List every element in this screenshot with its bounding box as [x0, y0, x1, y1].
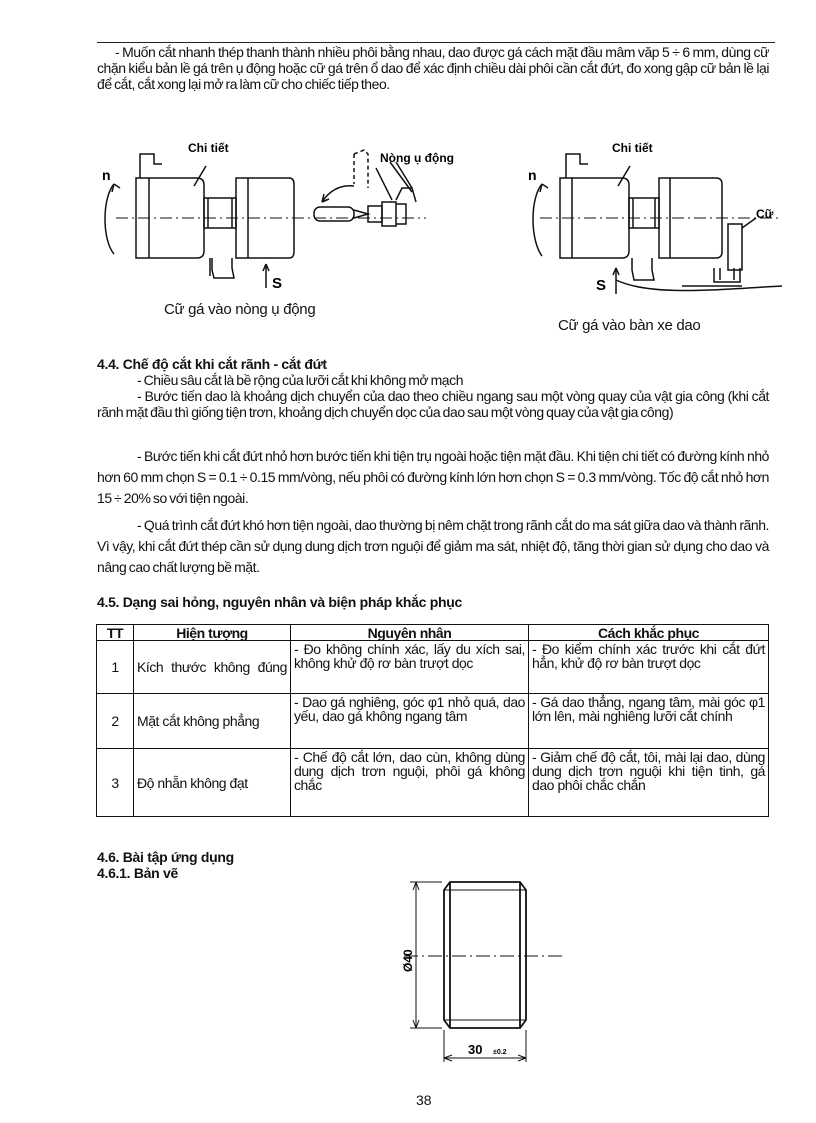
row-number: 1: [97, 641, 134, 694]
row-cause: - Chế độ cắt lớn, dao cùn, không dùng dung dịch trơn nguội, phôi gá không chắc: [291, 749, 529, 817]
paragraph-4-4-a: - Chiều sâu cắt là bề rộng của lưỡi cắt khi không mở mạch: [137, 372, 464, 388]
table-header-row: [97, 625, 769, 641]
paragraph-intro: - Muốn cắt nhanh thép thanh thành nhiều phôi bằng nhau, dao được gá cách mặt đầu mâm văp 5 ÷ 6 mm, dùng cữ chặn kiểu bản lề gá trên ụ động hoặc cữ gá trên ổ dao để xác định chiều dài phôi cần cắt đứt, đo xong gập cữ bản lề lại để cắt, cắt xong lại mở ra làm cữ cho chiếc tiếp theo.: [97, 44, 769, 92]
label-n-left: n: [102, 167, 111, 183]
paragraph-4-4-d: - Quá trình cắt đứt khó hơn tiện ngoài, dao thường bị nêm chặt trong rãnh cắt do ma sát giữa dao và thành rãnh. Vì vậy, khi cắt đứt thép cần sử dụng dung dịch trơn nguội để giảm ma sát, nhiệt độ, tăng thời gian sử dụng cho dao và nâng cao chất lượng bề mặt.: [97, 517, 769, 575]
label-chi-tiet-left: Chi tiết: [188, 141, 229, 155]
col-header-hien-tuong: Hiện tượng: [134, 625, 291, 641]
row-number: 2: [97, 694, 134, 749]
fault-table: [96, 624, 769, 817]
row-symptom: Mặt cắt không phẳng: [134, 694, 291, 749]
row-symptom: Kích thước không đúng: [134, 641, 291, 694]
row-remedy: - Giảm chế độ cắt, tôi, mài lại dao, dùng dung dịch trơn nguội khi tiện tinh, gá dao phôi chắc chắn: [529, 749, 769, 817]
paragraph-4-4-b: - Bước tiến dao là khoảng dịch chuyển của dao theo chiều ngang sau một vòng quay của vật gia công (khi cắt rãnh mặt đầu thì giống tiện trơn, khoảng dịch chuyển dọc của dao sau một vòng quay của vật gia công): [97, 388, 769, 420]
col-header-tt: TT: [97, 625, 134, 641]
page-number: 38: [416, 1092, 432, 1108]
label-nong-u-dong: Nòng ụ động: [380, 151, 454, 165]
heading-4-4: 4.4. Chế độ cắt khi cắt rãnh - cắt đứt: [97, 356, 327, 372]
row-remedy: - Gá dao thẳng, ngang tâm, mài góc φ1 lớn lên, mài nghiêng lưỡi cắt chính: [529, 694, 769, 749]
figure-part-drawing: [380, 870, 580, 1070]
col-header-cach-khac-phuc: Cách khắc phục: [529, 625, 769, 641]
row-symptom: Độ nhẵn không đạt: [134, 749, 291, 817]
paragraph-4-4-c: - Bước tiến khi cắt đứt nhỏ hơn bước tiến khi tiện trụ ngoài hoặc tiện mặt đầu. Khi tiện chi tiết có đường kính nhỏ hơn 60 mm chọn S = 0.1 ÷ 0.15 mm/vòng, nếu phôi có đường kính lớn hơn chọn S = 0.3 mm/vòng. Tốc độ cắt nhỏ hơn 15 ÷ 20% so với tiện ngoài.: [97, 448, 769, 506]
label-cu: Cữ: [756, 207, 774, 221]
figure-right-carriage-stop: [520, 140, 785, 320]
table-row: [97, 749, 769, 817]
table-row: [97, 694, 769, 749]
col-header-nguyen-nhan: Nguyên nhân: [291, 625, 529, 641]
table-row: [97, 641, 769, 694]
heading-4-5: 4.5. Dạng sai hỏng, nguyên nhân và biện pháp khắc phục: [97, 594, 462, 610]
row-cause: - Đo không chính xác, lấy du xích sai, không khử độ rơ bàn trượt dọc: [291, 641, 529, 694]
figure-left-tailstock-stop: [96, 140, 481, 315]
label-s-left: S: [272, 275, 283, 292]
row-cause: - Dao gá nghiêng, góc φ1 nhỏ quá, dao yếu, dao gá không ngang tâm: [291, 694, 529, 749]
dimension-diameter: Ø40: [401, 949, 415, 972]
header-rule: [97, 42, 775, 43]
dimension-length: 30: [468, 1042, 483, 1057]
heading-4-6-1: 4.6.1. Bản vẽ: [97, 865, 178, 881]
caption-right: Cữ gá vào bàn xe dao: [558, 317, 701, 334]
label-n-right: n: [528, 167, 537, 183]
label-s-right: S: [596, 277, 607, 294]
label-chi-tiet-right: Chi tiết: [612, 141, 653, 155]
row-number: 3: [97, 749, 134, 817]
row-remedy: - Đo kiểm chính xác trước khi cắt đứt hẳn, khử độ rơ bàn trượt dọc: [529, 641, 769, 694]
heading-4-6: 4.6. Bài tập ứng dụng: [97, 849, 234, 865]
dimension-length-tolerance: ±0.2: [493, 1049, 507, 1056]
caption-left: Cữ gá vào nòng ụ động: [164, 301, 316, 318]
